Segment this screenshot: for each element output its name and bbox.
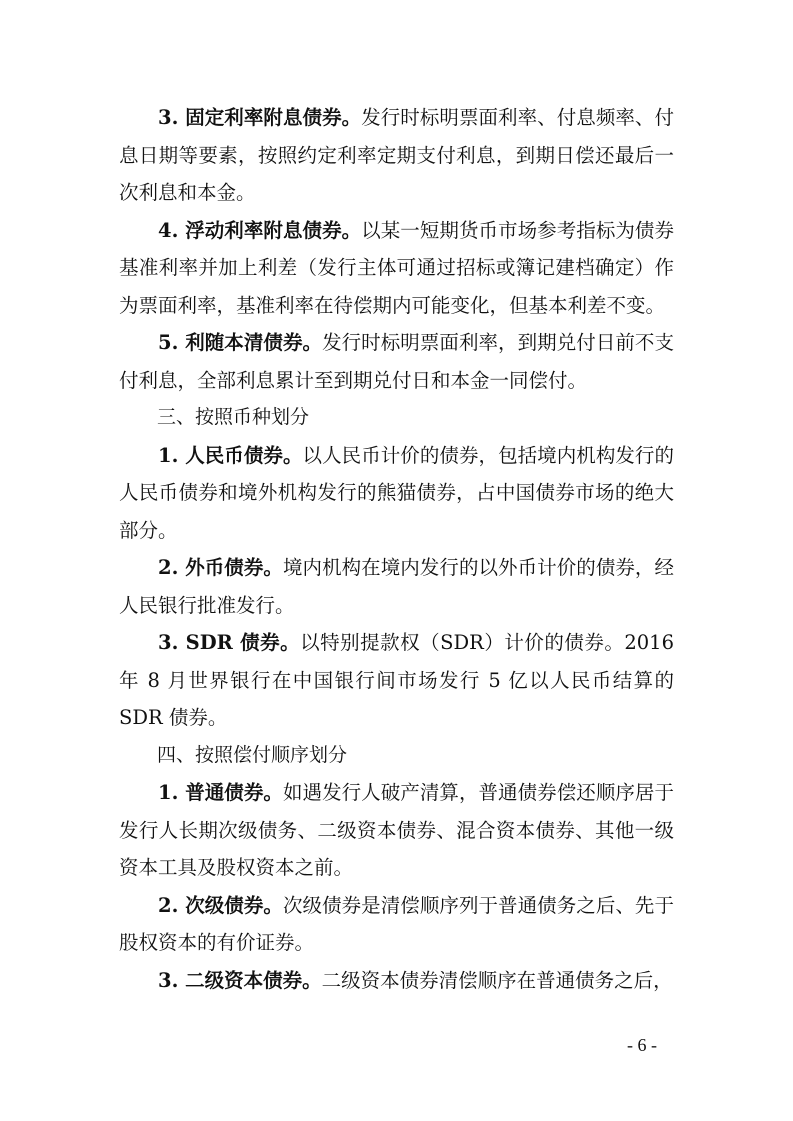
paragraph-text: 发行时标明票面利率，到期兑付日前不支付利息，全部利息累计至到期兑付日和本金一同偿付。 <box>119 331 674 392</box>
paragraph-text: 二级资本债券清偿顺序在普通债务之后， <box>321 968 673 992</box>
paragraph-text: 如遇发行人破产清算，普通债券偿还顺序居于发行人长期次级债务、二级资本债券、混合资本债券、其他一级资本工具及股权资本之前。 <box>119 781 674 879</box>
paragraph-text: 发行时标明票面利率、付息频率、付息日期等要素，按照约定利率定期支付利息，到期日偿还最后一次利息和本金。 <box>119 106 674 204</box>
paragraph-lead: 1. 普通债券。 <box>158 781 283 804</box>
paragraph-lead: 2. 次级债券。 <box>158 893 283 917</box>
paragraph-subordinated-bond <box>119 887 674 962</box>
section-heading-currency: 三、按照币种划分 <box>157 406 310 428</box>
paragraph-foreign-currency-bond <box>119 549 674 624</box>
paragraph-rmb-bond <box>119 437 674 550</box>
paragraph-lead: 5. 利随本清债券。 <box>158 331 323 354</box>
paragraph-lead: 1. 人民币债券。 <box>158 443 303 467</box>
paragraph-text: 以特别提款权（SDR）计价的债券。2016 年 8 月世界银行在中国银行间市场发行 5 亿以人民币结算的 SDR 债券。 <box>119 631 674 729</box>
paragraph-tier2-capital-bond <box>119 962 674 1000</box>
paragraph-lead: 3. 固定利率附息债券。 <box>158 106 362 129</box>
paragraph-fixed-rate-bond <box>119 99 674 212</box>
page-number: - 6 - <box>627 1035 657 1055</box>
paragraph-ordinary-bond <box>119 774 674 887</box>
paragraph-lead: 2. 外币债券。 <box>158 556 283 579</box>
paragraph-text: 以人民币计价的债券，包括境内机构发行的人民币债券和境外机构发行的熊猫债券，占中国债券市场的绝大部分。 <box>119 443 674 542</box>
paragraph-text: 境内机构在境内发行的以外币计价的债券，经人民银行批准发行。 <box>119 556 674 617</box>
paragraph-floating-rate-bond <box>119 212 674 325</box>
section-heading-repayment-order: 四、按照偿付顺序划分 <box>157 743 348 766</box>
paragraph-interest-with-principal-bond <box>119 324 674 399</box>
paragraph-text: 以某一短期货币市场参考指标为债券基准利率并加上利差（发行主体可通过招标或簿记建档确定）作为票面利率，基准利率在待偿期内可能变化，但基本利差不变。 <box>119 218 674 317</box>
paragraph-text: 次级债券是清偿顺序列于普通债务之后、先于股权资本的有价证券。 <box>119 893 674 954</box>
paragraph-sdr-bond <box>119 624 674 737</box>
document-body <box>119 99 674 999</box>
paragraph-lead: 3. SDR 债券。 <box>158 631 301 654</box>
paragraph-lead: 3. 二级资本债券。 <box>158 968 322 992</box>
paragraph-lead: 4. 浮动利率附息债券。 <box>158 218 362 242</box>
